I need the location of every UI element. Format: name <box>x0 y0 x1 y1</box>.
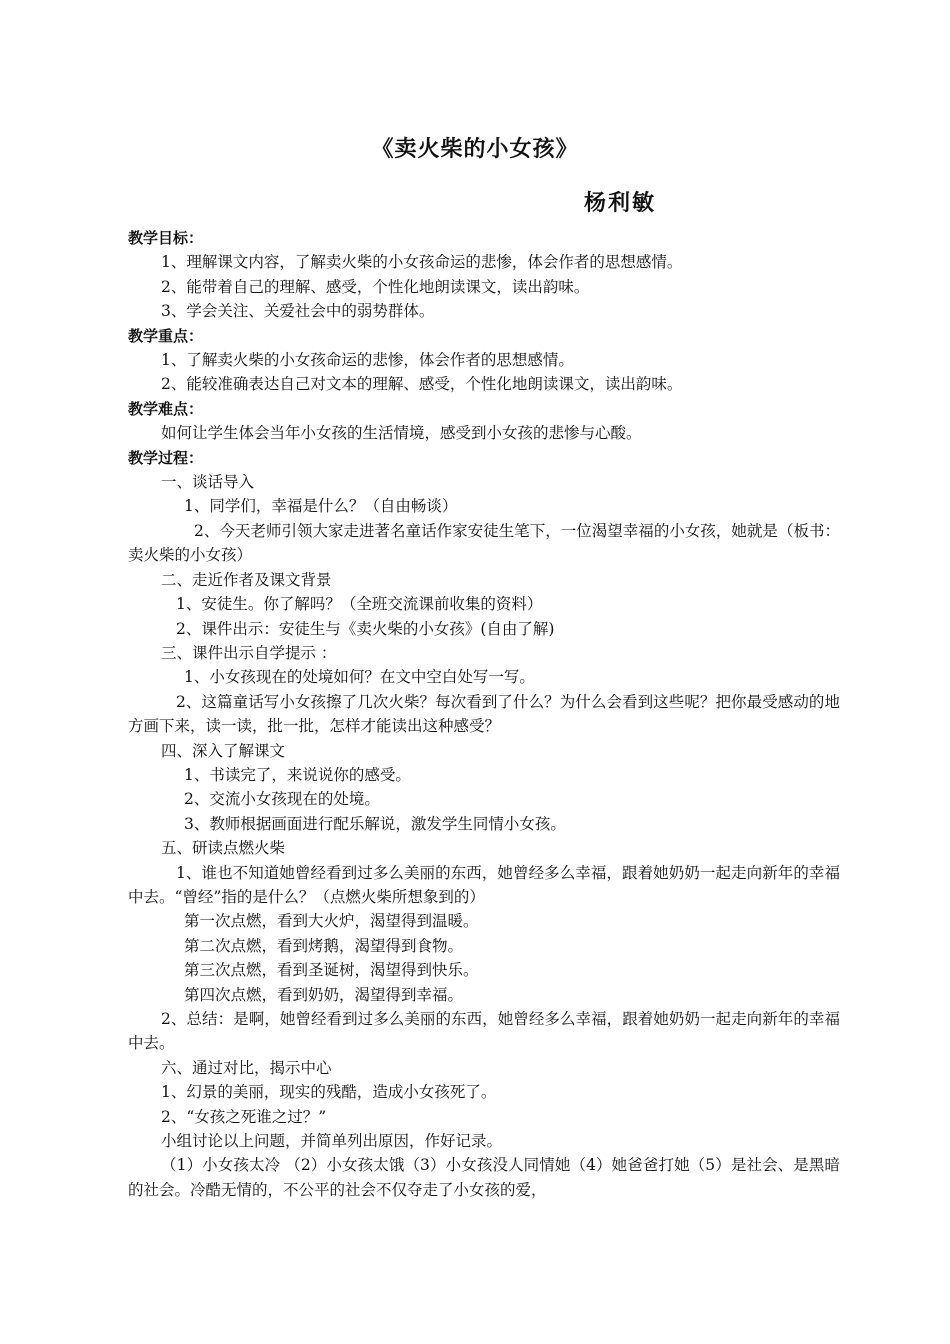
step-item: 1、同学们，幸福是什么？（自由畅谈） <box>184 497 458 516</box>
objective-item: 1、理解课文内容，了解卖火柴的小女孩命运的悲惨，体会作者的思想感情。 <box>161 253 683 272</box>
objectives-heading: 教学目标： <box>128 229 204 247</box>
step-item: 2、今天老师引领大家走进著名童话作家安徒生笔下，一位渴望幸福的小女孩，她就是（板书：卖火柴的小女孩） <box>128 521 840 565</box>
step-item: 1、谁也不知道她曾经看到过多么美丽的东西，她曾经多么幸福，跟着她奶奶一起走向新年的幸福中去。“曾经”指的是什么？（点燃火柴所想象到的） <box>128 863 840 906</box>
light-item: 第一次点燃，看到大火炉，渴望得到温暖。 <box>184 912 479 931</box>
objective-item: 3、学会关注、关爱社会中的弱势群体。 <box>161 302 435 321</box>
step-item: 2、这篇童话写小女孩擦了几次火柴？每次看到了什么？为什么会看到这些呢？把你最受感动的地方画下来，读一读，批一批，怎样才能读出这种感受？ <box>128 692 840 736</box>
step-title: 三、课件出示自学提示 ： <box>161 643 337 662</box>
process-heading: 教学过程： <box>128 448 204 467</box>
step-item: 3、教师根据画面进行配乐解说，激发学生同情小女孩。 <box>184 814 566 833</box>
step-item: 2、“女孩之死谁之过？” <box>161 1107 327 1126</box>
document-title: 《卖火柴的小女孩》 <box>371 137 579 162</box>
key-points-heading: 教学重点： <box>128 326 204 345</box>
step-item: 2、交流小女孩现在的处境。 <box>184 790 380 809</box>
document-body <box>128 226 840 1202</box>
difficulty-text: 如何让学生体会当年小女孩的生活情境，感受到小女孩的悲惨与心酸。 <box>161 424 642 443</box>
key-point-item: 1、了解卖火柴的小女孩命运的悲惨，体会作者的思想感情。 <box>161 351 574 370</box>
step-title: 二、走近作者及课文背景 <box>161 570 332 589</box>
light-item: 第二次点燃，看到烤鹅，渴望得到食物。 <box>184 936 464 955</box>
objective-item: 2、能带着自己的理解、感受，个性化地朗读课文，读出韵味。 <box>161 277 590 296</box>
step-item: 1、幻景的美丽，现实的残酷，造成小女孩死了。 <box>161 1083 497 1102</box>
step-title: 一、谈话导入 <box>161 473 255 492</box>
step-item: 1、小女孩现在的处境如何？在文中空白处写一写。 <box>184 668 535 687</box>
step-title: 六、通过对比，揭示中心 <box>161 1058 332 1077</box>
step-title: 五、研读点燃火柴 <box>161 839 286 858</box>
key-point-item: 2、能较准确表达自己对文本的理解、感受，个性化地朗读课文，读出韵味。 <box>161 375 683 394</box>
step-title: 四、深入了解课文 <box>161 741 286 760</box>
author-name: 杨利敏 <box>584 191 657 216</box>
light-item: 第三次点燃，看到圣诞树，渴望得到快乐。 <box>184 961 479 980</box>
step-item: 1、书读完了，来说说你的感受。 <box>184 765 411 784</box>
light-item: 第四次点燃，看到奶奶，渴望得到幸福。 <box>184 985 464 1004</box>
difficulty-heading: 教学难点： <box>128 399 204 418</box>
step-item: 小组讨论以上问题，并简单列出原因，作好记录。 <box>161 1132 503 1151</box>
step-item: 2、总结：是啊，她曾经看到过多么美丽的东西，她曾经多么幸福，跟着她奶奶一起走向新年的幸福中去。 <box>128 1010 840 1053</box>
step-item: 2、课件出示：安徒生与《卖火柴的小女孩》(自由了解) <box>176 619 555 638</box>
step-item: 1、安徒生。你了解吗？（全班交流课前收集的资料） <box>176 595 543 614</box>
reasons-text: （1）小女孩太冷 （2）小女孩太饿（3）小女孩没人同情她（4）她爸爸打她（5）是社会、是黑暗的社会。冷酷无情的，不公平的社会不仅夺走了小女孩的爱， <box>128 1156 840 1199</box>
